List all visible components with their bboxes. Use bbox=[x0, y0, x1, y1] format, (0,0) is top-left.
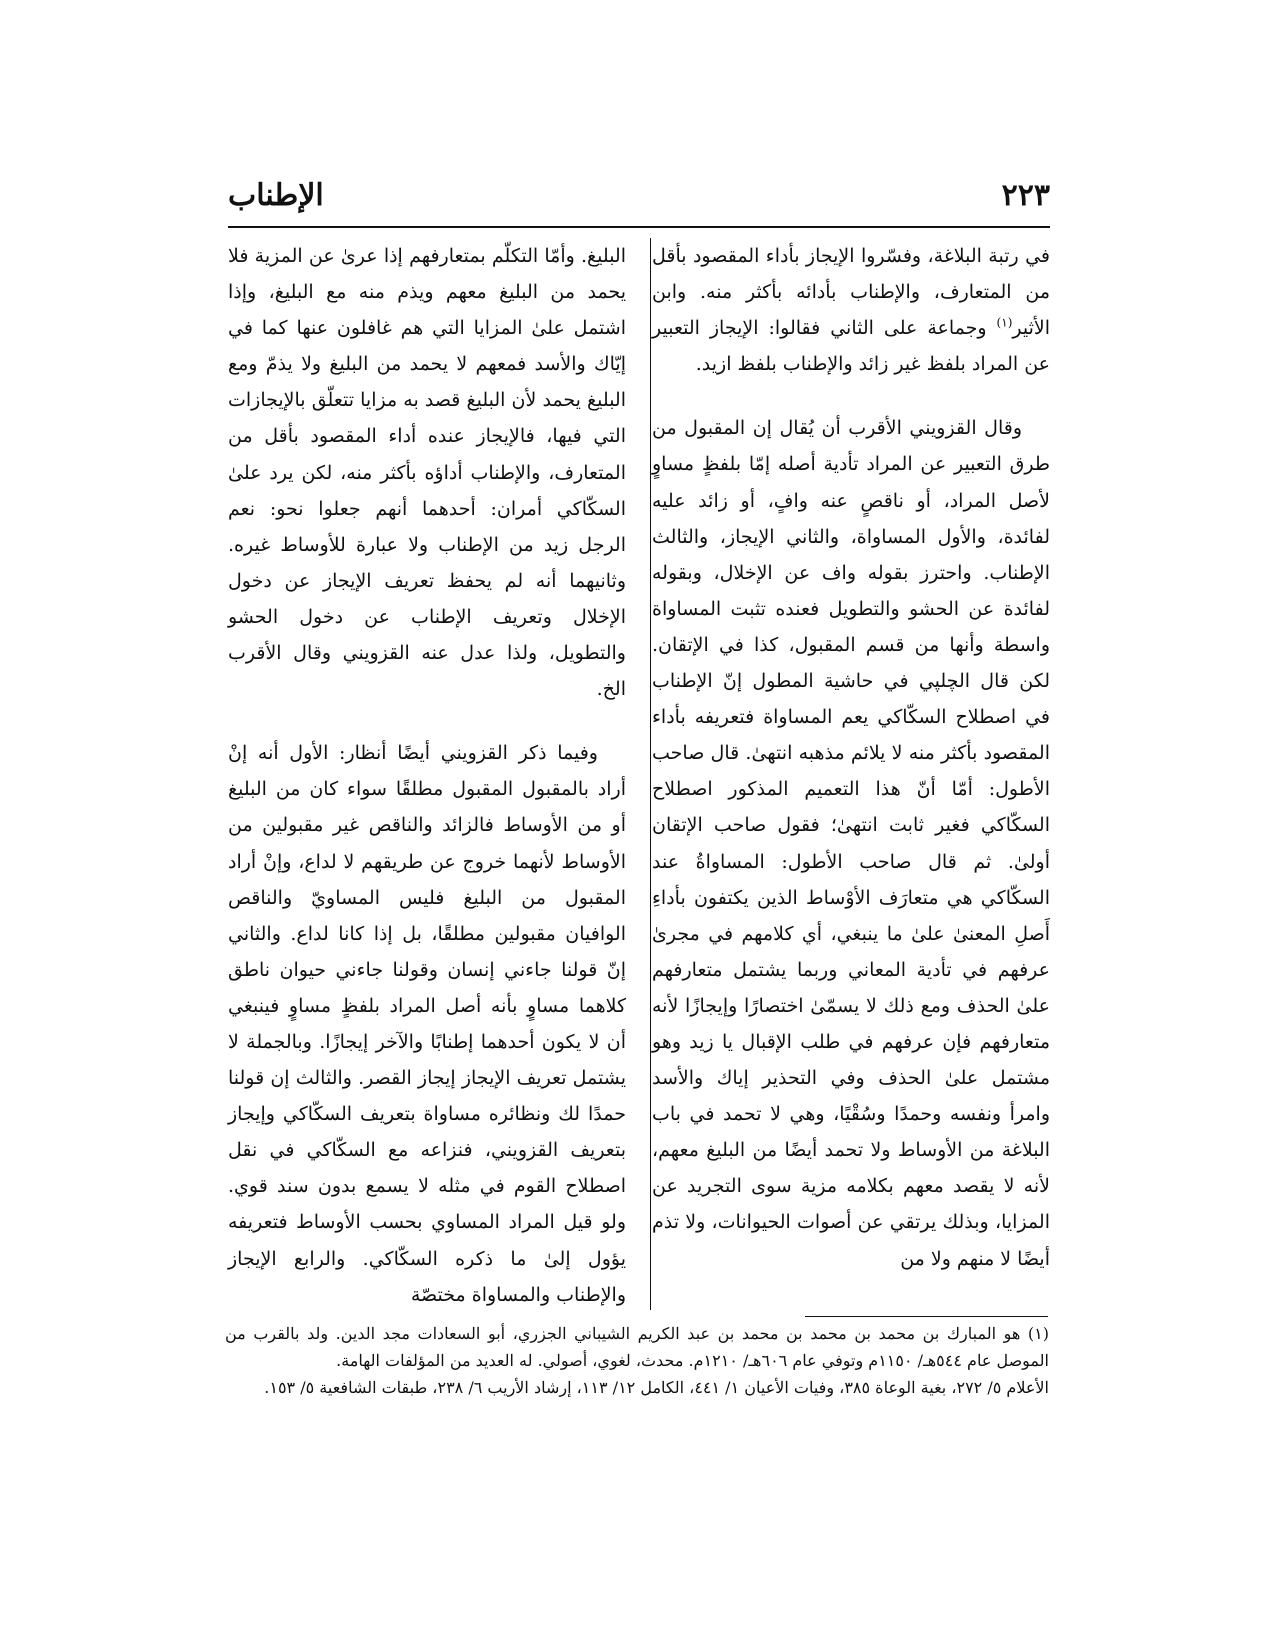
right-paragraph-2: وقال القزويني الأقرب أن يُقال إن المقبول من طرق التعبير عن المراد تأدية أصله إمّا بلفظٍ مساوٍ لأصل المراد، أو ناقصٍ عنه وافٍ، أو زائد عليه لفائدة، والأول المساواة، والثاني الإيجاز، والثالث الإطناب. واحترز بقوله واف عن الإخلال، وبقوله لفائدة عن الحشو والتطويل فعنده تثبت المساواة واسطة وأنها من قسم المقبول، كذا في الإتقان. لكن قال الچلپي في حاشية المطول إنّ الإطناب في اصطلاح السكّاكي يعم المساواة فتعريفه بأداء المقصود بأكثر منه لا يلائم مذهبه انتهىٰ. قال صاحب الأطول: أمّا أنّ هذا التعميم المذكور اصطلاح السكّاكي فغير ثابت انتهىٰ؛ فقول صاحب الإتقان أولىٰ. ثم قال صاحب الأطول: المساواةُ عند السكّاكي هي متعارَف الأوْساط الذين يكتفون بأداءِ أَصلِ المعنىٰ علىٰ ما ينبغي، أي كلامهم في مجرىٰ عرفهم في تأدية المعاني وربما يشتمل متعارفهم علىٰ الحذف ومع ذلك لا يسمّىٰ اختصارًا وإيجازًا لأنه متعارفهم فإن عرفهم في طلب الإقبال يا زيد وهو مشتمل علىٰ الحذف وفي التحذير إياك والأسد وامرأ ونفسه وحمدًا وسُقْيًا، وهي لا تحمد في باب البلاغة من الأوساط ولا تحمد أيضًا من البليغ معهم، لأنه لا يقصد معهم بكلامه مزية سوى التجريد عن المزايا، وبذلك يرتقي عن أصوات الحيوانات، ولا تذم أيضًا لا منهم ولا من bbox=[652, 417, 1050, 1270]
paragraph-gap bbox=[652, 382, 1050, 410]
page-header bbox=[228, 178, 1050, 224]
right-paragraph-1-rest: وجماعة على الثاني فقالوا: الإيجاز التعبير عن المراد بلفظ غير زائد والإطناب بلفظ ازيد. bbox=[652, 317, 1050, 376]
left-column bbox=[228, 238, 626, 1313]
left-paragraph-1: البليغ. وأمّا التكلّم بمتعارفهم إذا عرىٰ عن المزية فلا يحمد من البليغ معهم ويذم منه مع البليغ، وإذا اشتمل علىٰ المزايا التي هم غافلون عنها كما في إيّاك والأسد فمعهم لا يحمد من البليغ ولا يذمّ ومع البليغ يحمد لأن البليغ قصد به مزايا تتعلّق بالإيجازات التي فيها، فالإيجاز عنده أداء المقصود بأقل من المتعارف، والإطناب أداؤه بأكثر منه، لكن يرد علىٰ السكّاكي أمران: أحدهما أنهم جعلوا نحو: نعم الرجل زيد من الإطناب ولا عبارة للأوساط غيره. وثانيهما أنه لم يحفظ تعريف الإيجاز عن دخول الإخلال وتعريف الإطناب عن دخول الحشو والتطويل، ولذا عدل عنه القزويني وقال الأقرب الخ. bbox=[228, 245, 626, 701]
right-paragraph-1-text: في رتبة البلاغة، وفسّروا الإيجاز بأداء المقصود بأقل من المتعارف، والإطناب بأدائه بأكثر منه. وابن الأثير bbox=[652, 245, 1050, 340]
paragraph-gap bbox=[228, 707, 626, 735]
header-rule bbox=[228, 226, 1050, 228]
footnote-1-line-2: الأعلام ٥/ ٢٧٢، بغية الوعاة ٣٨٥، وفيات الأعيان ١/ ٤٤١، الكامل ١٢/ ١١٣، إرشاد الأريب ٦/ ٢٣٨، طبقات الشافعية ٥/ ١٥٣. bbox=[264, 1378, 1049, 1397]
section-title: الإطناب bbox=[228, 178, 324, 213]
right-column bbox=[652, 238, 1050, 1277]
footnote-rule bbox=[805, 1316, 1048, 1317]
right-paragraph-1 bbox=[652, 238, 1050, 382]
column-divider bbox=[650, 238, 651, 1310]
left-paragraph-2: وفيما ذكر القزويني أيضًا أنظار: الأول أنه إنْ أراد بالمقبول المقبول مطلقًا سواء كان من البليغ أو من الأوساط فالزائد والناقص غير مقبولين من الأوساط لأنهما خروج عن طريقهم لا لداع، وإنْ أراد المقبول من البليغ فليس المساويّ والناقص الوافيان مقبولين مطلقًا، بل إذا كانا لداع. والثاني إنّ قولنا جاءني إنسان وقولنا جاءني حيوان ناطق كلاهما مساوٍ بأنه أصل المراد بلفظٍ مساوٍ فينبغي أن لا يكون أحدهما إطنابًا والآخر إيجازًا. وبالجملة لا يشتمل تعريف الإيجاز إيجاز القصر. والثالث إن قولنا حمدًا لك ونظائره مساواة بتعريف السكّاكي وإيجاز بتعريف القزويني، فنزاعه مع السكّاكي في نقل اصطلاح القوم في مثله لا يسمع بدون سند قوي. ولو قيل المراد المساوي بحسب الأوساط فتعريفه يؤول إلىٰ ما ذكره السكّاكي. والرابع الإيجاز والإطناب والمساواة مختصّة bbox=[228, 742, 626, 1306]
footnote-1-line-1: (١) هو المبارك بن محمد بن محمد بن محمد بن عبد الكريم الشيباني الجزري، أبو السعادات مجد الدين. ولد بالقرب من الموصل عام ٥٤٤هـ/ ١١٥٠م وتوفي عام ٦٠٦هـ/ ١٢١٠م. محدث، لغوي، أصولي. له العديد من المؤلفات الهامة. bbox=[225, 1324, 1049, 1370]
footnotes bbox=[225, 1320, 1049, 1401]
footnote-marker: (١) bbox=[996, 315, 1013, 330]
page-number: ٢٢٣ bbox=[1001, 178, 1050, 213]
